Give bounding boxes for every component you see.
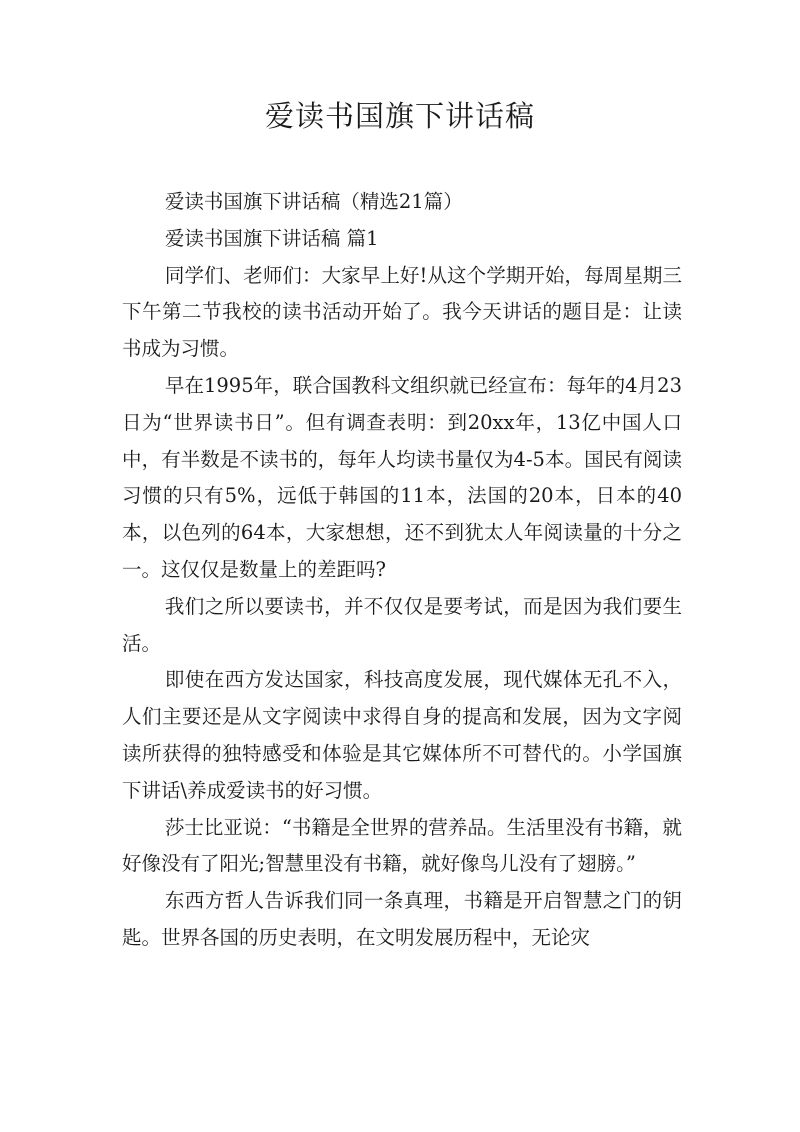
document-body [122,184,682,957]
document-title: 爱读书国旗下讲话稿 [264,99,535,133]
paragraph: 我们之所以要读书，并不仅仅是要考试，而是因为我们要生活。 [122,594,682,655]
paragraph: 莎士比亚说：“书籍是全世界的营养品。生活里没有书籍，就好像没有了阳光;智慧里没有书籍，就好像鸟儿没有了翅膀。” [122,815,682,876]
paragraph: 同学们、老师们：大家早上好!从这个学期开始，每周星期三下午第二节我校的读书活动开始了。我今天讲话的题目是：让读书成为习惯。 [122,263,682,361]
paragraph: 东西方哲人告诉我们同一条真理，书籍是开启智慧之门的钥匙。世界各国的历史表明，在文明发展历程中，无论灾 [122,889,682,949]
section-heading: 爱读书国旗下讲话稿 篇1 [164,226,379,250]
paragraph: 早在1995年，联合国教科文组织就已经宣布：每年的4月23日为“世界读书日”。但有调查表明：到20xx年，13亿中国人口中，有半数是不读书的，每年人均读书量仅为4-5本。国民有阅读习惯的只有5%，远低于韩国的11本，法国的20本，日本的40本，以色列的64本，大家想想，还不到犹太人年阅读量的十分之一。这仅仅是数量上的差距吗? [122,373,682,581]
paragraph: 即使在西方发达国家，科技高度发展，现代媒体无孔不入，人们主要还是从文字阅读中求得自身的提高和发展，因为文字阅读所获得的独特感受和体验是其它媒体所不可替代的。小学国旗下讲话\养成爱读书的好习惯。 [122,668,682,802]
document-subtitle: 爱读书国旗下讲话稿（精选21篇） [164,190,463,213]
